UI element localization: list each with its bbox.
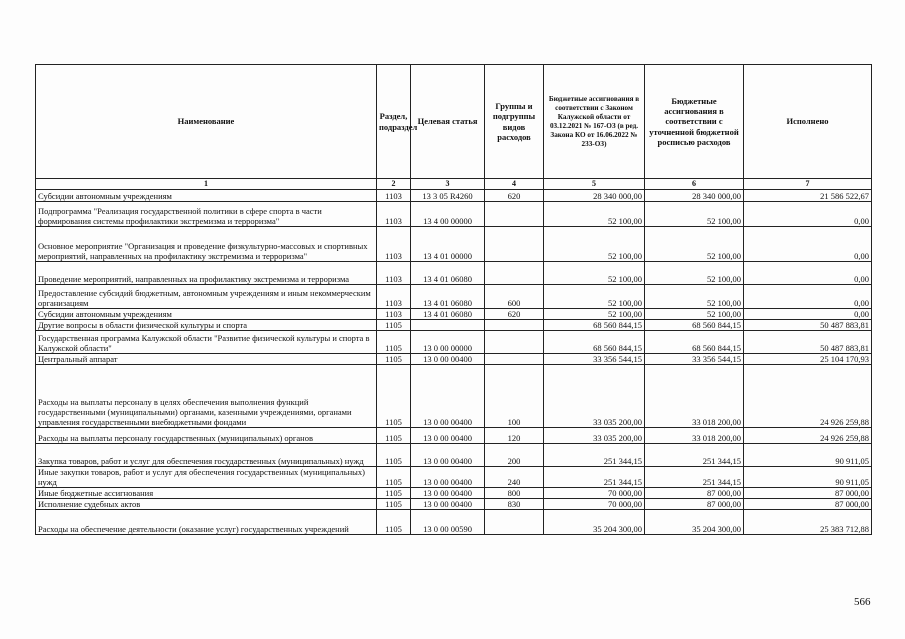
cell-section: 1105 bbox=[377, 444, 411, 467]
cell-article: 13 0 00 00400 bbox=[411, 499, 485, 510]
cell-law-amount: 52 100,00 bbox=[544, 202, 645, 227]
cell-executed-amount: 50 487 883,81 bbox=[744, 331, 872, 354]
column-number: 3 bbox=[411, 179, 485, 190]
cell-executed-amount: 0,00 bbox=[744, 309, 872, 320]
table-row bbox=[36, 467, 872, 488]
cell-law-amount: 251 344,15 bbox=[544, 467, 645, 488]
cell-refined-amount: 52 100,00 bbox=[645, 227, 744, 262]
table-row bbox=[36, 331, 872, 354]
cell-name: Расходы на выплаты персоналу в целях обеспечения выполнения функций государственными (муниципальными) органами, казенными учреждениями, органами управления государственными внебюджетными фондами bbox=[36, 365, 377, 428]
cell-name: Другие вопросы в области физической культуры и спорта bbox=[36, 320, 377, 331]
cell-article: 13 0 00 00400 bbox=[411, 365, 485, 428]
cell-group: 800 bbox=[485, 488, 544, 499]
table-body bbox=[36, 190, 872, 535]
column-number: 2 bbox=[377, 179, 411, 190]
cell-executed-amount: 90 911,05 bbox=[744, 467, 872, 488]
header-executed: Исполнено bbox=[744, 65, 872, 179]
cell-article: 13 0 00 00400 bbox=[411, 444, 485, 467]
cell-section: 1103 bbox=[377, 227, 411, 262]
cell-executed-amount: 0,00 bbox=[744, 285, 872, 309]
cell-refined-amount: 52 100,00 bbox=[645, 202, 744, 227]
cell-name: Расходы на выплаты персоналу государственных (муниципальных) органов bbox=[36, 428, 377, 444]
cell-article: 13 0 00 00000 bbox=[411, 331, 485, 354]
table-header-row bbox=[36, 65, 872, 179]
cell-article: 13 4 01 00000 bbox=[411, 227, 485, 262]
cell-article: 13 0 00 00400 bbox=[411, 467, 485, 488]
cell-refined-amount: 33 018 200,00 bbox=[645, 428, 744, 444]
cell-section: 1105 bbox=[377, 428, 411, 444]
column-number: 6 bbox=[645, 179, 744, 190]
cell-law-amount: 52 100,00 bbox=[544, 227, 645, 262]
cell-refined-amount: 87 000,00 bbox=[645, 499, 744, 510]
cell-section: 1105 bbox=[377, 467, 411, 488]
header-article: Целевая статья bbox=[411, 65, 485, 179]
budget-table bbox=[35, 64, 872, 535]
table-row bbox=[36, 444, 872, 467]
cell-refined-amount: 251 344,15 bbox=[645, 444, 744, 467]
cell-name: Центральный аппарат bbox=[36, 354, 377, 365]
cell-law-amount: 251 344,15 bbox=[544, 444, 645, 467]
page-number: 566 bbox=[854, 596, 871, 608]
cell-law-amount: 28 340 000,00 bbox=[544, 190, 645, 202]
table-row bbox=[36, 499, 872, 510]
cell-refined-amount: 33 018 200,00 bbox=[645, 365, 744, 428]
cell-group: 200 bbox=[485, 444, 544, 467]
cell-law-amount: 68 560 844,15 bbox=[544, 331, 645, 354]
header-section: Раздел, подраздел bbox=[377, 65, 411, 179]
table-row bbox=[36, 309, 872, 320]
column-number: 7 bbox=[744, 179, 872, 190]
cell-section: 1105 bbox=[377, 354, 411, 365]
cell-executed-amount: 24 926 259,88 bbox=[744, 428, 872, 444]
table-row bbox=[36, 365, 872, 428]
cell-law-amount: 70 000,00 bbox=[544, 499, 645, 510]
cell-law-amount: 33 035 200,00 bbox=[544, 365, 645, 428]
cell-group: 620 bbox=[485, 190, 544, 202]
cell-article: 13 3 05 R4260 bbox=[411, 190, 485, 202]
cell-name: Государственная программа Калужской области "Развитие физической культуры и спорта в Калужской области" bbox=[36, 331, 377, 354]
cell-executed-amount: 87 000,00 bbox=[744, 488, 872, 499]
cell-refined-amount: 52 100,00 bbox=[645, 262, 744, 285]
cell-refined-amount: 87 000,00 bbox=[645, 488, 744, 499]
cell-article: 13 0 00 00400 bbox=[411, 428, 485, 444]
cell-section: 1103 bbox=[377, 285, 411, 309]
table-row bbox=[36, 428, 872, 444]
cell-law-amount: 52 100,00 bbox=[544, 309, 645, 320]
cell-group bbox=[485, 202, 544, 227]
table-row bbox=[36, 202, 872, 227]
table-row bbox=[36, 320, 872, 331]
table-row bbox=[36, 510, 872, 535]
cell-section: 1105 bbox=[377, 488, 411, 499]
cell-name: Проведение мероприятий, направленных на профилактику экстремизма и терроризма bbox=[36, 262, 377, 285]
cell-law-amount: 35 204 300,00 bbox=[544, 510, 645, 535]
table-row bbox=[36, 190, 872, 202]
cell-group bbox=[485, 227, 544, 262]
cell-article bbox=[411, 320, 485, 331]
cell-article: 13 4 01 06080 bbox=[411, 285, 485, 309]
column-number-row bbox=[36, 179, 872, 190]
cell-group: 830 bbox=[485, 499, 544, 510]
header-refined-assignments: Бюджетные ассигнования в соответствии с уточненной бюджетной росписью расходов bbox=[645, 65, 744, 179]
cell-executed-amount: 0,00 bbox=[744, 262, 872, 285]
cell-executed-amount: 0,00 bbox=[744, 227, 872, 262]
cell-article: 13 0 00 00590 bbox=[411, 510, 485, 535]
table-row bbox=[36, 285, 872, 309]
cell-group bbox=[485, 320, 544, 331]
cell-name: Расходы на обеспечение деятельности (оказание услуг) государственных учреждений bbox=[36, 510, 377, 535]
header-name: Наименование bbox=[36, 65, 377, 179]
cell-group bbox=[485, 354, 544, 365]
cell-section: 1105 bbox=[377, 320, 411, 331]
cell-group bbox=[485, 331, 544, 354]
column-number: 5 bbox=[544, 179, 645, 190]
column-number: 1 bbox=[36, 179, 377, 190]
cell-group: 620 bbox=[485, 309, 544, 320]
cell-article: 13 4 01 06080 bbox=[411, 309, 485, 320]
cell-executed-amount: 50 487 883,81 bbox=[744, 320, 872, 331]
cell-law-amount: 33 035 200,00 bbox=[544, 428, 645, 444]
column-number: 4 bbox=[485, 179, 544, 190]
cell-refined-amount: 68 560 844,15 bbox=[645, 320, 744, 331]
cell-name: Закупка товаров, работ и услуг для обеспечения государственных (муниципальных) нужд bbox=[36, 444, 377, 467]
header-law-assignments: Бюджетные ассигнования в соответствии с Законом Калужской области от 03.12.2021 № 167-ОЗ (в ред. Закона КО от 16.06.2022 № 233-ОЗ) bbox=[544, 65, 645, 179]
cell-law-amount: 52 100,00 bbox=[544, 262, 645, 285]
cell-refined-amount: 251 344,15 bbox=[645, 467, 744, 488]
cell-article: 13 0 00 00400 bbox=[411, 354, 485, 365]
cell-name: Иные закупки товаров, работ и услуг для обеспечения государственных (муниципальных) нужд bbox=[36, 467, 377, 488]
cell-name: Основное мероприятие "Организация и проведение физкультурно-массовых и спортивных мероприятий, направленных на профилактику экстремизма и терроризма" bbox=[36, 227, 377, 262]
cell-section: 1105 bbox=[377, 331, 411, 354]
cell-law-amount: 68 560 844,15 bbox=[544, 320, 645, 331]
cell-group: 240 bbox=[485, 467, 544, 488]
cell-article: 13 4 00 00000 bbox=[411, 202, 485, 227]
cell-group: 100 bbox=[485, 365, 544, 428]
cell-law-amount: 70 000,00 bbox=[544, 488, 645, 499]
cell-law-amount: 52 100,00 bbox=[544, 285, 645, 309]
cell-section: 1105 bbox=[377, 510, 411, 535]
cell-name: Подпрограмма "Реализация государственной политики в сфере спорта в части формирования системы профилактики экстремизма и терроризма" bbox=[36, 202, 377, 227]
cell-name: Исполнение судебных актов bbox=[36, 499, 377, 510]
cell-group: 600 bbox=[485, 285, 544, 309]
table-row bbox=[36, 354, 872, 365]
cell-section: 1103 bbox=[377, 309, 411, 320]
cell-refined-amount: 35 204 300,00 bbox=[645, 510, 744, 535]
cell-law-amount: 33 356 544,15 bbox=[544, 354, 645, 365]
cell-name: Иные бюджетные ассигнования bbox=[36, 488, 377, 499]
header-groups: Группы и подгруппы видов расходов bbox=[485, 65, 544, 179]
cell-refined-amount: 28 340 000,00 bbox=[645, 190, 744, 202]
cell-refined-amount: 52 100,00 bbox=[645, 285, 744, 309]
cell-executed-amount: 25 104 170,93 bbox=[744, 354, 872, 365]
cell-name: Предоставление субсидий бюджетным, автономным учреждениям и иным некоммерческим организациям bbox=[36, 285, 377, 309]
cell-executed-amount: 25 383 712,88 bbox=[744, 510, 872, 535]
table-row bbox=[36, 488, 872, 499]
cell-executed-amount: 90 911,05 bbox=[744, 444, 872, 467]
cell-section: 1103 bbox=[377, 190, 411, 202]
table-row bbox=[36, 227, 872, 262]
cell-group bbox=[485, 510, 544, 535]
cell-section: 1105 bbox=[377, 499, 411, 510]
cell-refined-amount: 33 356 544,15 bbox=[645, 354, 744, 365]
cell-article: 13 4 01 06080 bbox=[411, 262, 485, 285]
cell-name: Субсидии автономным учреждениям bbox=[36, 190, 377, 202]
cell-executed-amount: 0,00 bbox=[744, 202, 872, 227]
cell-group: 120 bbox=[485, 428, 544, 444]
cell-section: 1103 bbox=[377, 262, 411, 285]
cell-refined-amount: 68 560 844,15 bbox=[645, 331, 744, 354]
cell-executed-amount: 87 000,00 bbox=[744, 499, 872, 510]
cell-executed-amount: 24 926 259,88 bbox=[744, 365, 872, 428]
cell-article: 13 0 00 00400 bbox=[411, 488, 485, 499]
cell-executed-amount: 21 586 522,67 bbox=[744, 190, 872, 202]
cell-group bbox=[485, 262, 544, 285]
cell-section: 1103 bbox=[377, 202, 411, 227]
cell-section: 1105 bbox=[377, 365, 411, 428]
cell-refined-amount: 52 100,00 bbox=[645, 309, 744, 320]
table-row bbox=[36, 262, 872, 285]
cell-name: Субсидии автономным учреждениям bbox=[36, 309, 377, 320]
